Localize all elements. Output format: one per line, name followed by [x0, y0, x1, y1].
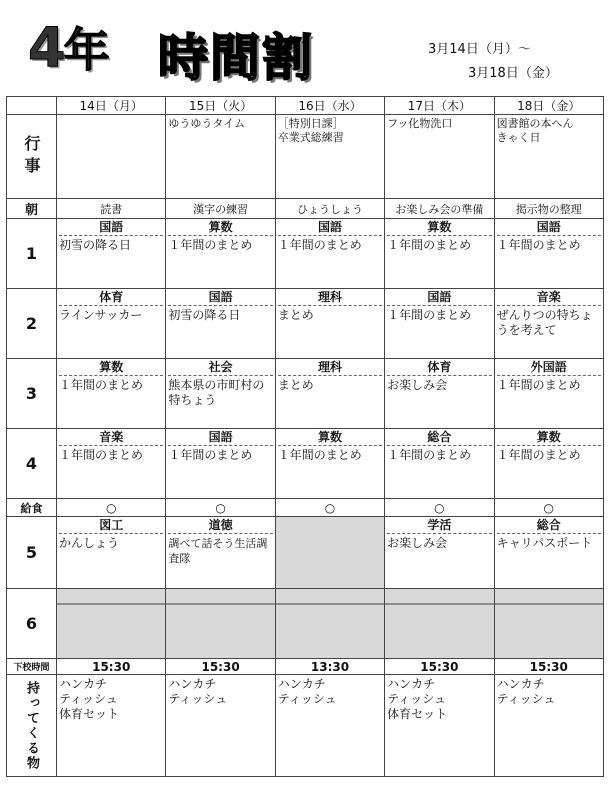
period-cell: 図工 かんしょう [57, 517, 166, 589]
period-cell-empty [385, 589, 494, 659]
period-cell: 算数 １年間のまとめ [494, 429, 603, 499]
period-cell: 音楽 １年間のまとめ [57, 429, 166, 499]
period-cell: 国語 １年間のまとめ [494, 219, 603, 289]
period-cell: 国語 １年間のまとめ [275, 219, 384, 289]
morning-cell: 掲示物の整理 [494, 199, 603, 219]
period-cell: 算数 １年間のまとめ [166, 219, 275, 289]
period-cell: 国語 初雪の降る日 [166, 289, 275, 359]
day-header: 16日（水） [275, 97, 384, 115]
period-cell: 体育 ラインサッカー [57, 289, 166, 359]
lunch-label: 給食 [7, 499, 57, 517]
grade-label [28, 14, 108, 80]
events-label: 行事 [7, 115, 57, 199]
period-cell-empty [494, 589, 603, 659]
period-cell: 理科 まとめ [275, 359, 384, 429]
period-row-5 [7, 517, 604, 589]
period-row-6 [7, 589, 604, 659]
timetable [6, 96, 604, 777]
event-cell: 図書館の本へん きゃく日 [494, 115, 603, 199]
events-row [7, 115, 604, 199]
lunch-mark: ○ [385, 499, 494, 517]
day-header: 18日（金） [494, 97, 603, 115]
period-row-3 [7, 359, 604, 429]
period-cell: 総合 キャリパスポート [494, 517, 603, 589]
date-end: 3月18日（金） [468, 66, 558, 81]
morning-cell: お楽しみ会の準備 [385, 199, 494, 219]
period-cell-empty [275, 589, 384, 659]
period-label: 1 [7, 219, 57, 289]
period-cell: 総合 １年間のまとめ [385, 429, 494, 499]
period-row-2 [7, 289, 604, 359]
period-cell: 学活 お楽しみ会 [385, 517, 494, 589]
lunch-row [7, 499, 604, 517]
period-cell-empty [275, 517, 384, 589]
period-cell: 体育 お楽しみ会 [385, 359, 494, 429]
period-cell: 算数 １年間のまとめ [275, 429, 384, 499]
period-row-4 [7, 429, 604, 499]
period-cell: 外国語 １年間のまとめ [494, 359, 603, 429]
period-cell: 国語 初雪の降る日 [57, 219, 166, 289]
lunch-mark: ○ [166, 499, 275, 517]
period-label: 5 [7, 517, 57, 589]
belongings-label: 持ってくる物 [7, 675, 57, 777]
dismissal-row [7, 659, 604, 675]
grade-number: 4 [28, 16, 64, 79]
dismissal-label: 下校時間 [7, 659, 57, 675]
period-cell: 道徳 調べて話そう生活調査隊 [166, 517, 275, 589]
dismissal-time: 15:30 [57, 659, 166, 675]
dismissal-time: 15:30 [166, 659, 275, 675]
day-header-row [7, 97, 604, 115]
lunch-mark: ○ [57, 499, 166, 517]
dismissal-time: 13:30 [275, 659, 384, 675]
date-start: 3月14日（月）～ [428, 42, 531, 57]
belongings-cell: ハンカチ ティッシュ [494, 675, 603, 777]
date-range [428, 38, 558, 86]
grade-suffix: 年 [63, 23, 108, 77]
belongings-row [7, 675, 604, 777]
dismissal-time: 15:30 [494, 659, 603, 675]
corner-cell [7, 97, 57, 115]
belongings-cell: ハンカチ ティッシュ 体育セット [385, 675, 494, 777]
belongings-cell: ハンカチ ティッシュ [166, 675, 275, 777]
period-cell: 算数 １年間のまとめ [385, 219, 494, 289]
morning-cell: 漢字の練習 [166, 199, 275, 219]
page-header [0, 0, 613, 96]
morning-cell: 読書 [57, 199, 166, 219]
period-label: 2 [7, 289, 57, 359]
lunch-mark: ○ [275, 499, 384, 517]
dismissal-time: 15:30 [385, 659, 494, 675]
event-cell: ゆうゆうタイム [166, 115, 275, 199]
period-cell-empty [57, 589, 166, 659]
period-cell: 国語 １年間のまとめ [166, 429, 275, 499]
period-cell: 国語 １年間のまとめ [385, 289, 494, 359]
event-cell: フッ化物洗口 [385, 115, 494, 199]
day-header: 17日（木） [385, 97, 494, 115]
morning-cell: ひょうしょう [275, 199, 384, 219]
period-label: 6 [7, 589, 57, 659]
belongings-cell: ハンカチ ティッシュ [275, 675, 384, 777]
period-cell: 社会 熊本県の市町村の特ちょう [166, 359, 275, 429]
event-cell: ［特別日課］ 卒業式総練習 [275, 115, 384, 199]
period-label: 3 [7, 359, 57, 429]
period-label: 4 [7, 429, 57, 499]
period-cell-empty [166, 589, 275, 659]
morning-row [7, 199, 604, 219]
belongings-cell: ハンカチ ティッシュ 体育セット [57, 675, 166, 777]
morning-label: 朝 [7, 199, 57, 219]
lunch-mark: ○ [494, 499, 603, 517]
period-cell: 音楽 ぜんりつの特ちょうを考えて [494, 289, 603, 359]
period-cell: 理科 まとめ [275, 289, 384, 359]
period-row-1 [7, 219, 604, 289]
event-cell [57, 115, 166, 199]
day-header: 15日（火） [166, 97, 275, 115]
period-cell: 算数 １年間のまとめ [57, 359, 166, 429]
page-title: 時間割 [158, 29, 314, 87]
day-header: 14日（月） [57, 97, 166, 115]
